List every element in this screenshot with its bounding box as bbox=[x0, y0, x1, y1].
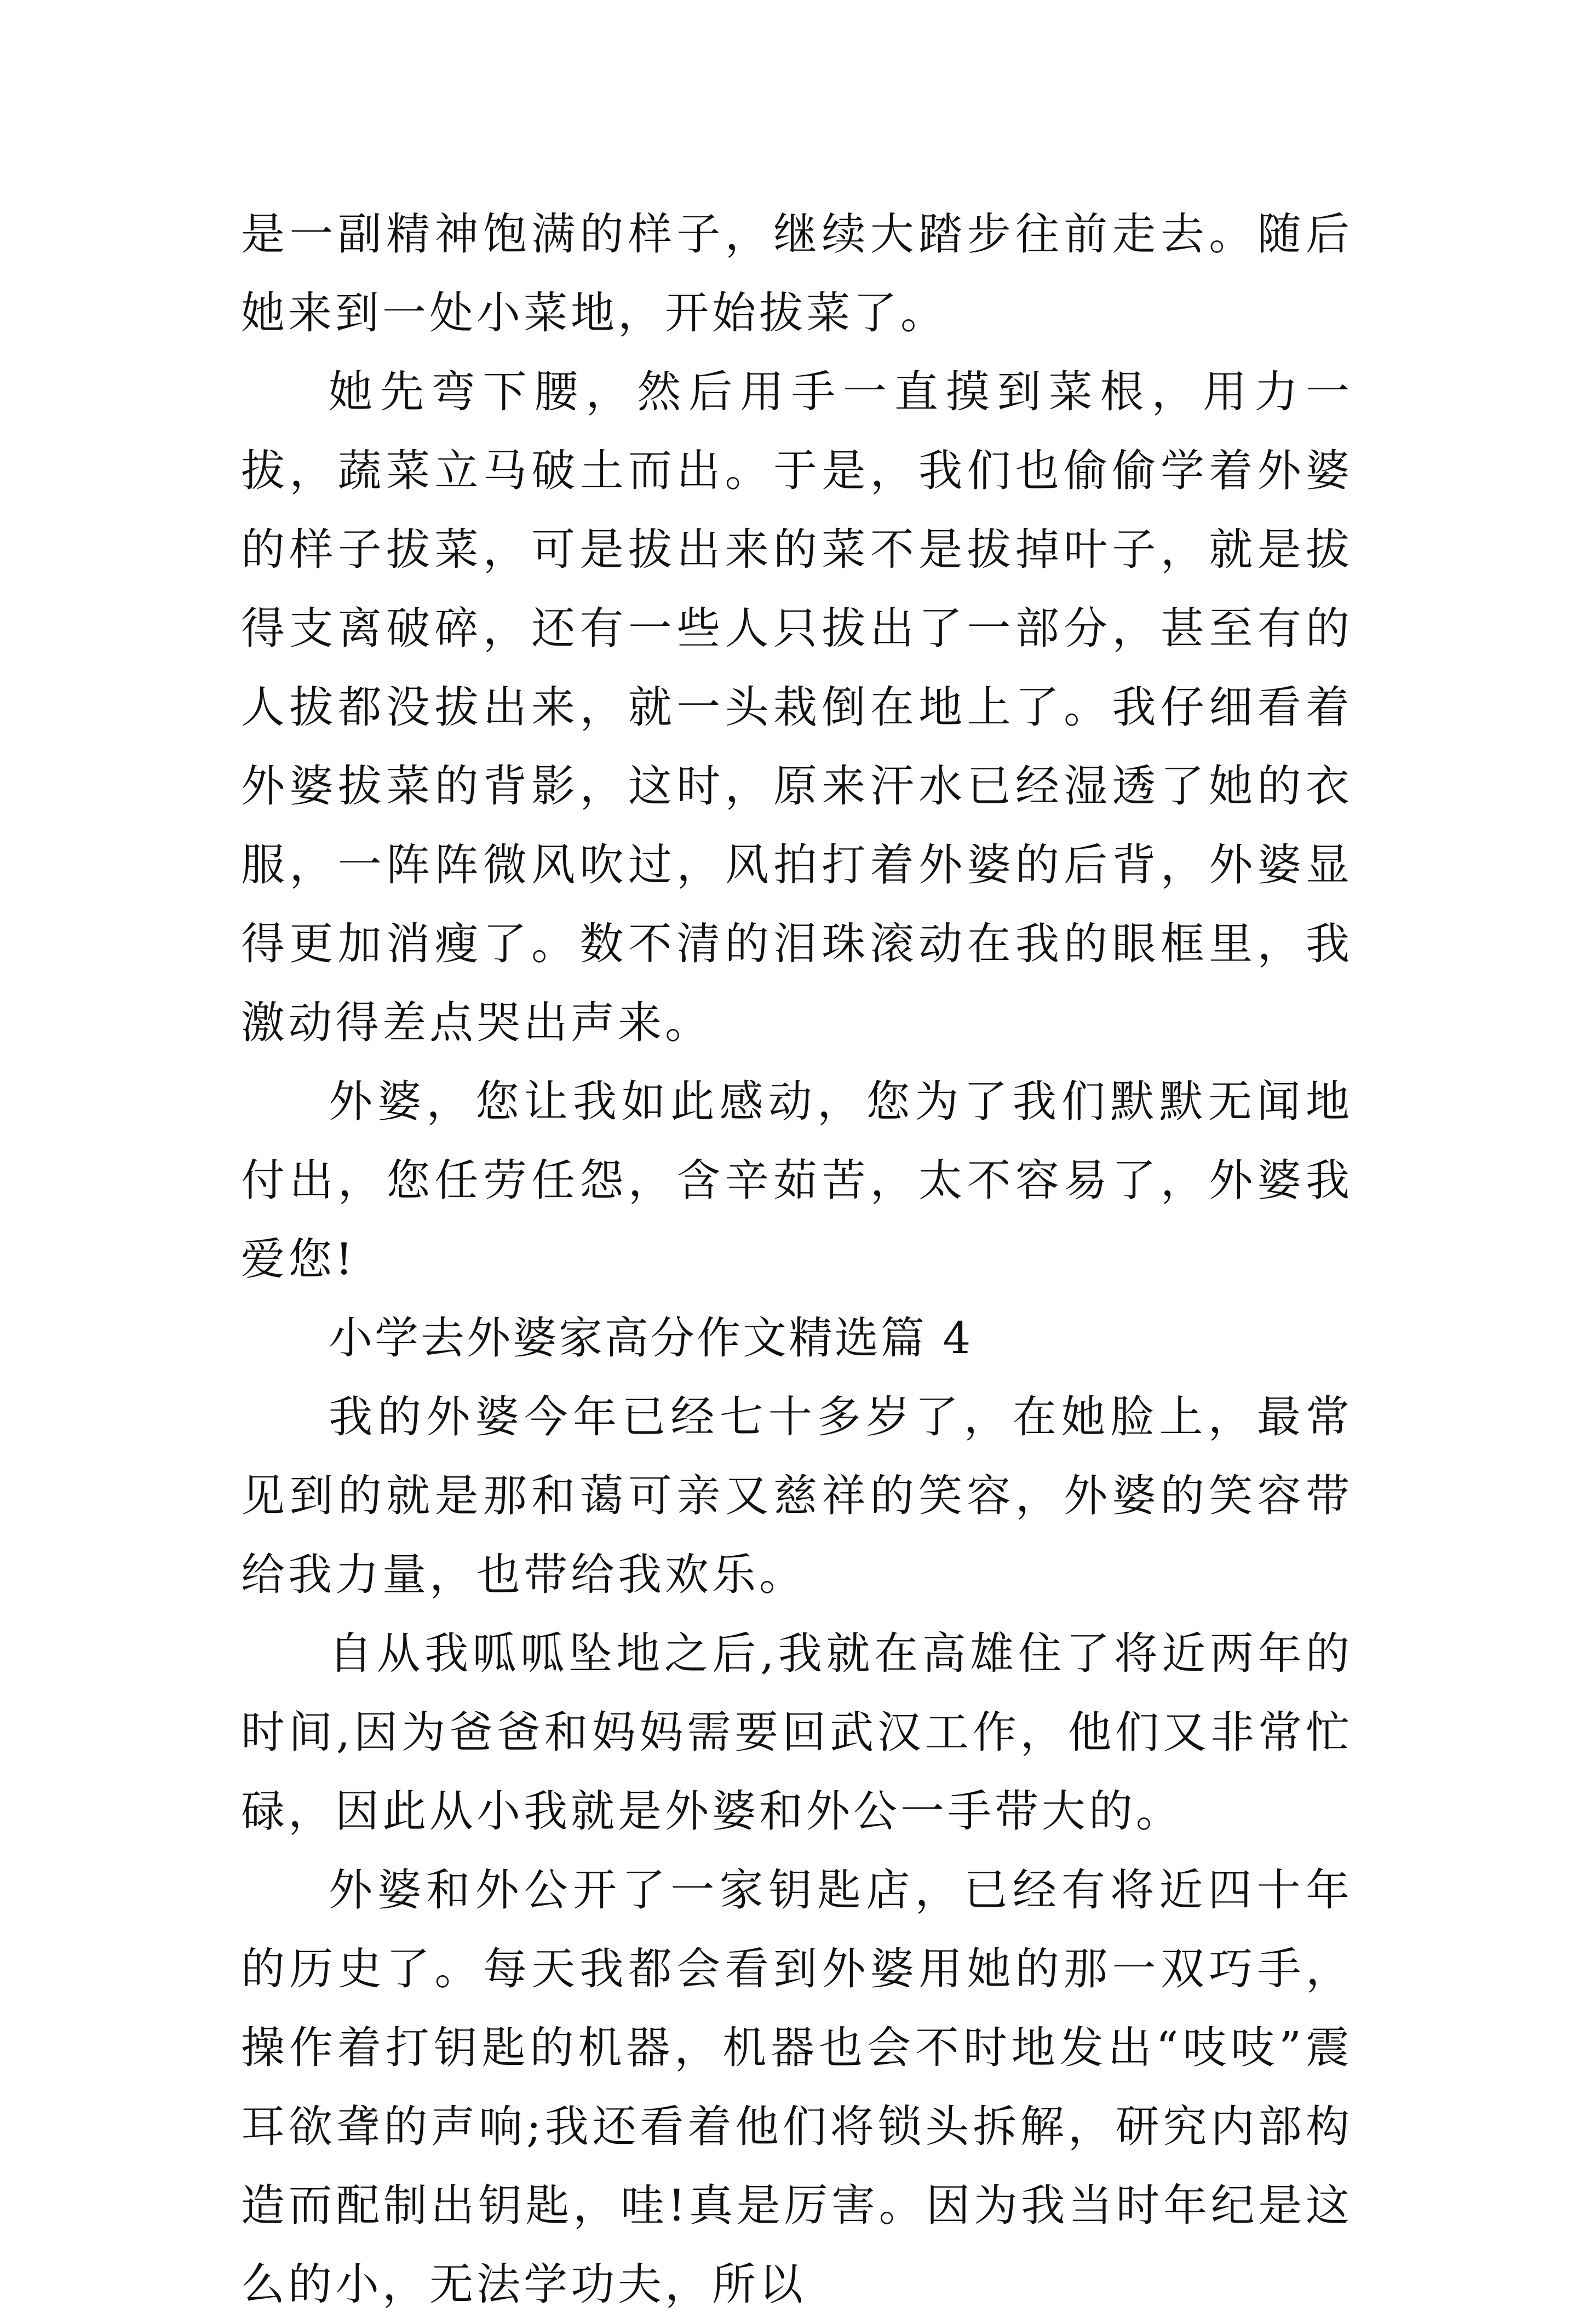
paragraph-1: 是一副精神饱满的样子，继续大踏步往前走去。随后她来到一处小菜地，开始拔菜了。 bbox=[241, 209, 1353, 338]
paragraph-3: 外婆，您让我如此感动，您为了我们默默无闻地付出，您任劳任怨，含辛茹苦，太不容易了，外婆我爱您! bbox=[241, 1076, 1353, 1285]
paragraph-6: 外婆和外公开了一家钥匙店，已经有将近四十年的历史了。每天我都会看到外婆用她的那一双巧手，操作着打钥匙的机器，机器也会不时地发出“吱吱”震耳欲聋的声响;我还看着他们将锁头拆解，研究内部构造而配制出钥匙，哇!真是厉害。因为我当时年纪是这么的小，无法学功夫，所以 bbox=[241, 1865, 1353, 2310]
section-heading: 小学去外婆家高分作文精选篇 4 bbox=[329, 1313, 973, 1364]
document-body bbox=[241, 195, 1353, 2324]
paragraph-5: 自从我呱呱坠地之后,我就在高雄住了将近两年的时间,因为爸爸和妈妈需要回武汉工作，他们又非常忙碌，因此从小我就是外婆和外公一手带大的。 bbox=[241, 1628, 1353, 1837]
paragraph-4: 我的外婆今年已经七十多岁了，在她脸上，最常见到的就是那和蔼可亲又慈祥的笑容，外婆的笑容带给我力量，也带给我欢乐。 bbox=[241, 1391, 1353, 1600]
paragraph-2: 她先弯下腰，然后用手一直摸到菜根，用力一拔，蔬菜立马破土而出。于是，我们也偷偷学着外婆的样子拔菜，可是拔出来的菜不是拔掉叶子，就是拔得支离破碎，还有一些人只拔出了一部分，甚至有的人拔都没拔出来，就一头栽倒在地上了。我仔细看着外婆拔菜的背影，这时，原来汗水已经湿透了她的衣服，一阵阵微风吹过，风拍打着外婆的后背，外婆显得更加消瘦了。数不清的泪珠滚动在我的眼框里，我激动得差点哭出声来。 bbox=[241, 366, 1353, 1048]
